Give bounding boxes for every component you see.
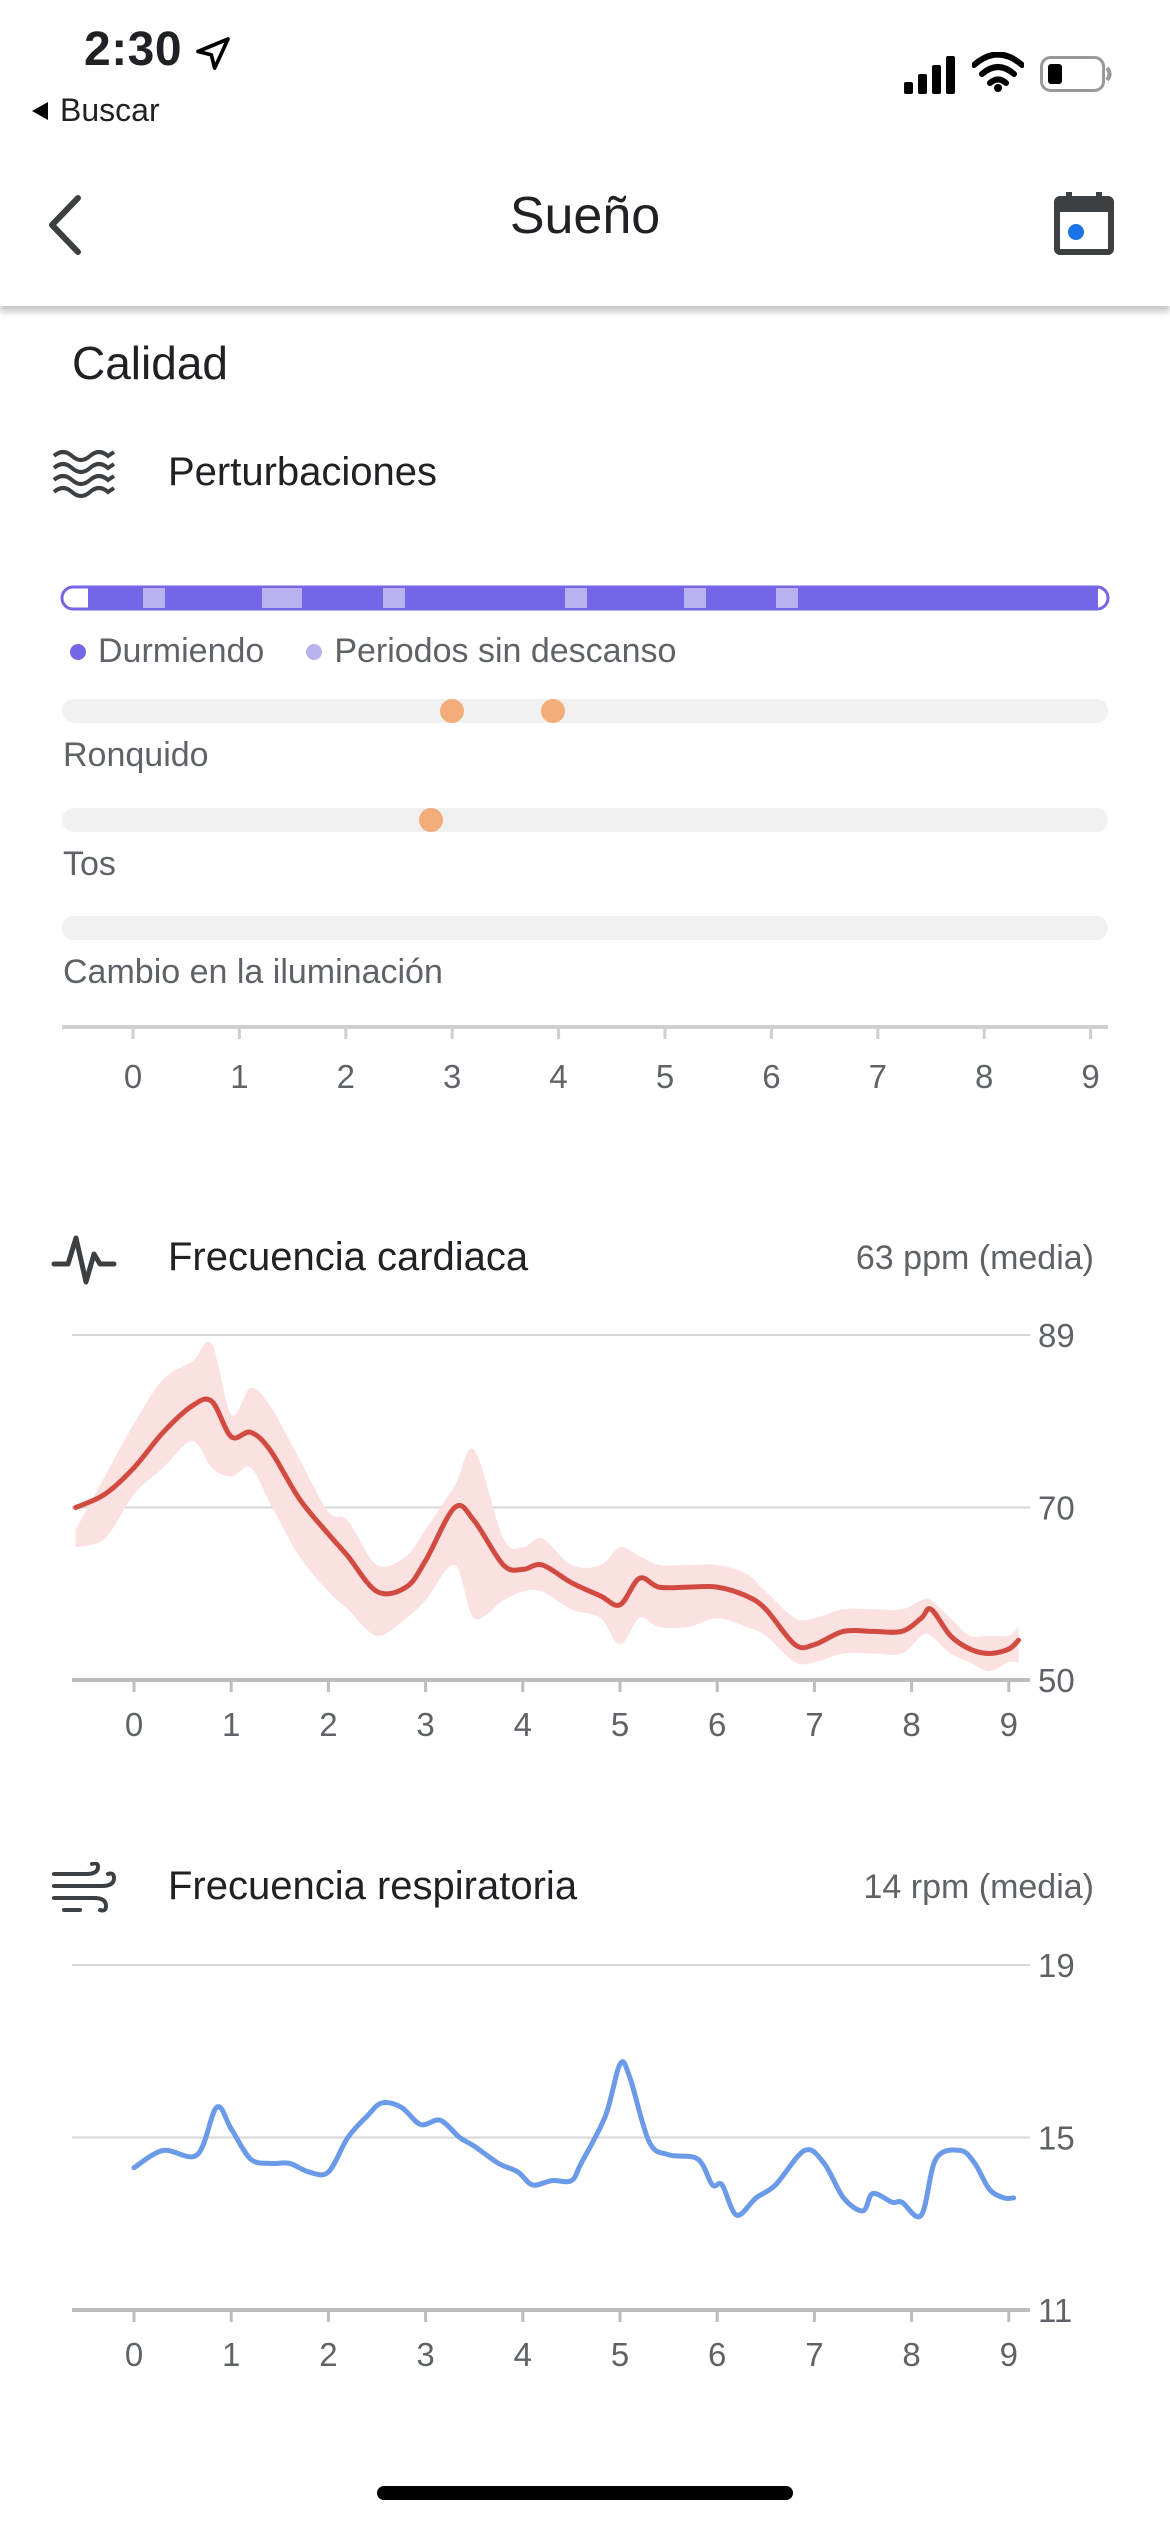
track-label: Cambio en la iluminación [63,953,443,991]
y-tick-label: 11 [1038,2292,1073,2329]
legend-restless: Periodos sin descanso [334,632,677,670]
x-tick-label: 2 [336,1058,355,1095]
y-tick-label: 15 [1038,2119,1075,2157]
x-tick-label: 3 [416,1706,435,1743]
x-tick-label: 9 [999,1706,1018,1743]
restless-segment [262,588,302,608]
x-tick-label: 8 [975,1058,994,1095]
x-tick-label: 2 [319,2336,338,2373]
y-tick-label: 19 [1038,1947,1075,1984]
disturbances-legend [70,632,676,671]
x-tick-label: 7 [805,2336,824,2373]
x-tick-label: 9 [1081,1058,1100,1095]
x-tick-label: 6 [708,1706,727,1743]
x-tick-label: 1 [222,1706,241,1743]
x-tick-label: 4 [513,1706,532,1743]
x-tick-label: 2 [319,1706,338,1743]
disturbance-event-dot [419,808,443,832]
x-tick-label: 1 [222,2336,241,2373]
x-tick-label: 7 [805,1706,824,1743]
y-tick-label: 89 [1038,1317,1075,1354]
heart-rate-average: 63 ppm (media) [855,1239,1094,1277]
x-tick-label: 5 [655,1058,675,1095]
confidence-band [76,1342,1019,1671]
track-label: Tos [63,845,116,883]
restless-legend-dot [306,644,322,660]
heart-rate-title: Frecuencia cardiaca [168,1235,529,1279]
disturbance-event-dot [440,699,464,723]
x-tick-label: 1 [230,1058,249,1095]
back-to-app-label: Buscar [60,92,160,128]
respiratory-title: Frecuencia respiratoria [168,1864,578,1908]
x-tick-label: 5 [610,1706,630,1743]
restless-segment [776,588,798,608]
restless-segment [383,588,405,608]
heart-rate-icon [50,1232,120,1288]
section-title: Calidad [72,337,228,389]
restless-segment [565,588,587,608]
y-tick-label: 50 [1038,1662,1075,1699]
x-tick-label: 4 [513,2336,532,2373]
snoring-track [62,699,1108,723]
cough-track [62,808,1108,832]
page-title: Sueño [509,187,661,245]
x-tick-label: 0 [123,1058,143,1095]
restless-segment [684,588,706,608]
sleeping-legend-dot [70,644,86,660]
respiratory-average: 14 rpm (media) [863,1868,1094,1906]
home-indicator[interactable] [377,2486,793,2500]
x-tick-label: 3 [443,1058,462,1095]
sleep-bar-segment [88,588,1098,608]
legend-sleeping: Durmiendo [98,632,265,670]
x-tick-label: 0 [124,1706,144,1743]
heart-rate-chart [0,1290,1170,1760]
status-time: 2:30 [84,23,183,76]
breathing-icon [50,1862,120,1918]
x-tick-label: 4 [549,1058,568,1095]
x-tick-label: 7 [868,1058,887,1095]
x-tick-label: 0 [124,2336,144,2373]
track-label: Ronquido [63,736,209,774]
x-tick-label: 9 [999,2336,1018,2373]
x-tick-label: 8 [902,2336,921,2373]
disturbances-title: Perturbaciones [168,450,438,494]
x-tick-label: 6 [762,1058,781,1095]
x-tick-label: 3 [416,2336,435,2373]
x-tick-label: 8 [902,1706,921,1743]
restless-segment [143,588,165,608]
x-tick-label: 5 [610,2336,630,2373]
light-change-track [62,916,1108,940]
x-tick-label: 6 [708,2336,727,2373]
series-line [134,2062,1014,2217]
y-tick-label: 70 [1038,1489,1075,1527]
respiratory-chart [0,1920,1170,2390]
